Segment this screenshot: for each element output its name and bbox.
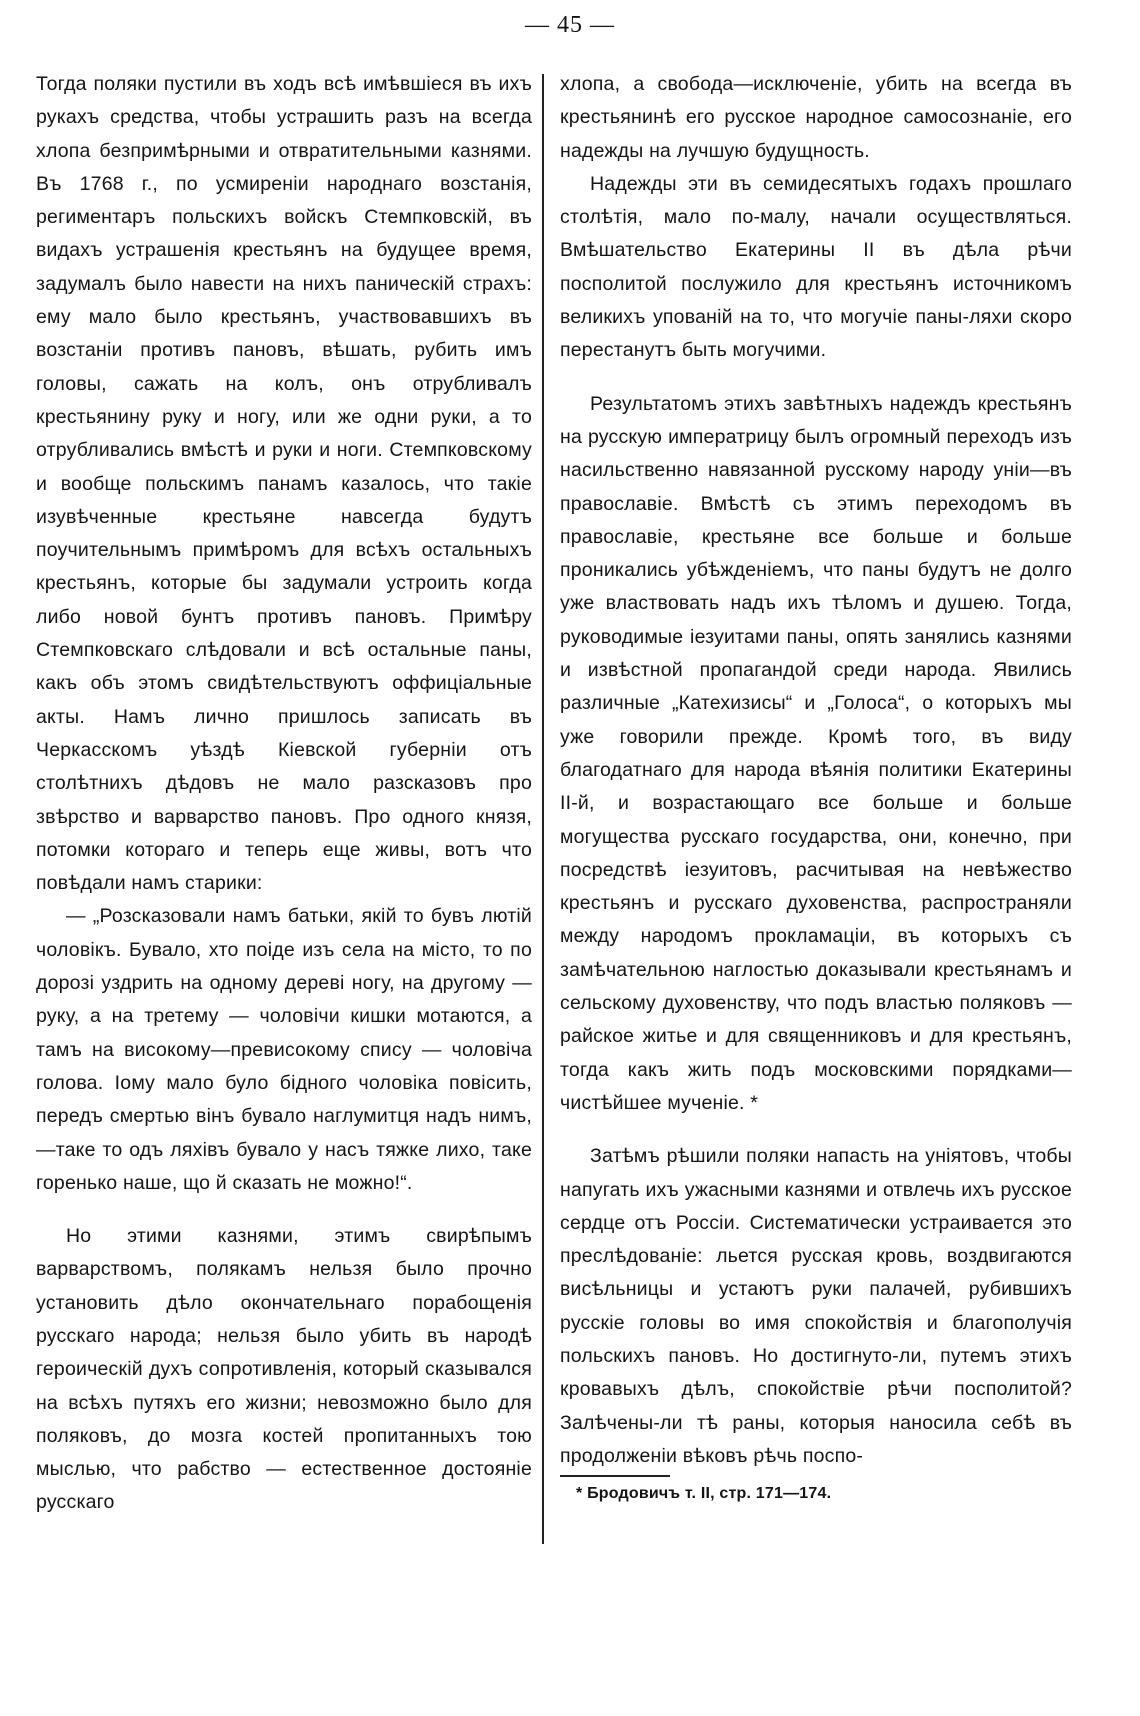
footnote-rule <box>560 1475 670 1477</box>
left-column <box>36 68 532 1520</box>
right-paragraph-3: Результатомъ этихъ завѣтныхъ надеждъ крестьянъ на русскую императрицу былъ огромный переходъ изъ насильственно навязанной русскому народу уніи—въ православіе. Вмѣстѣ съ этимъ переходомъ въ православіе, крестьяне все больше и больше проникались убѣжденіемъ, что паны будутъ не долго уже властвовать надъ ихъ тѣломъ и душею. Тогда, руководимые іезуитами паны, опять занялись казнями и извѣстной пропагандой среди народа. Явились различные „Катехизисы“ и „Голоса“, о которыхъ мы уже говорили прежде. Кромѣ того, въ виду благодатнаго для народа вѣянія политики Екатерины II-й, и возрастающаго все больше и больше могущества русскаго государства, они, конечно, при посредствѣ іезуитовъ, расчитывая на невѣжество крестьянъ и русскаго духовенства, распространяли между народомъ прокламаціи, въ которыхъ съ замѣчательною наглостью доказывали крестьянамъ и сельскому духовенству, что подъ властью поляковъ — райское житье и для священниковъ и для крестьянъ, тогда какъ жить подъ московскими порядками—чистѣйшее мученіе. * <box>560 392 1072 1114</box>
left-paragraph-2: Но этими казнями, этимъ свирѣпымъ варварствомъ, полякамъ нельзя было прочно установить дѣло окончательнаго порабощенія русскаго народа; нельзя было убить въ народѣ героическій духъ сопротивленія, который сказывался на всѣхъ путяхъ его жизни; невозможно было для поляковъ, до мозга костей пропитанныхъ тою мыслью, что рабство — естественное достояніе русскаго <box>36 1225 532 1514</box>
right-column <box>560 68 1072 1507</box>
page-number: — 45 — <box>525 12 615 38</box>
right-paragraph-4: Затѣмъ рѣшили поляки напасть на уніятовъ, чтобы напугать ихъ ужасными казнями и отвлечь ихъ русское сердце отъ Россіи. Систематически устраивается это преслѣдованіе: льется русская кровь, воздвигаются висѣльницы и устаютъ руки палачей, рубившихъ русскіе головы во имя спокойствія и благополучія польскихъ пановъ. Но достигнуто-ли, путемъ этихъ кровавыхъ дѣлъ, спокойствіе рѣчи посполитой? Залѣчены-ли тѣ раны, которыя наносила себѣ въ продолженіи вѣковъ рѣчь поспо- <box>560 1145 1072 1467</box>
right-paragraph-1: хлопа, а свобода—исключеніе, убить на всегда въ крестьянинѣ его русское народное самосознаніе, его надежды на лучшую будущность. <box>560 73 1072 162</box>
column-divider <box>542 74 544 1544</box>
left-paragraph-1: Тогда поляки пустили въ ходъ всѣ имѣвшіеся въ ихъ рукахъ средства, чтобы устрашить разъ на всегда хлопа безпримѣрными и отвратительными казнями. Въ 1768 г., по усмиреніи народнаго возстанія, региментаръ польскихъ войскъ Стемпковскій, въ видахъ устрашенія крестьянъ на будущее время, задумалъ было навести на нихъ паническій страхъ: ему мало было крестьянъ, участвовавшихъ въ возстаніи противъ пановъ, вѣшать, рубить имъ головы, сажать на колъ, онъ отрубливалъ крестьянину руку и ногу, или же одни руки, а то отрубливались вмѣстѣ и руки и ноги. Стемпковскому и вообще польскимъ панамъ казалось, что такіе изувѣченные крестьяне навсегда будутъ поучительнымъ примѣромъ для всѣхъ остальныхъ крестьянъ, которые бы задумали устроить когда либо новой бунтъ противъ пановъ. Примѣру Стемпковскаго слѣдовали и всѣ остальные паны, какъ объ этомъ свидѣтельствуютъ оффиціальные акты. Намъ лично пришлось записать въ Черкасскомъ уѣздѣ Кіевской губерніи отъ столѣтнихъ дѣдовъ не мало разсказовъ про звѣрство и варварство пановъ. Про одного князя, потомки котораго и теперь еще живы, вотъ что повѣдали намъ старики: <box>36 73 532 895</box>
right-paragraph-2: Надежды эти въ семидесятыхъ годахъ прошлаго столѣтія, мало по-малу, начали осуществляться. Вмѣшательство Екатерины II въ дѣла рѣчи посполитой послужило для крестьянъ источникомъ великихъ упованій на то, что могучіе паны-ляхи скоро перестанутъ быть могучими. <box>560 172 1072 362</box>
paragraph-gap <box>560 368 1072 388</box>
paragraph-gap <box>36 1200 532 1220</box>
left-quote: — „Розсказовали намъ батьки, якій то бувъ лютій чоловікъ. Бувало, хто поіде изъ села на місто, то по дорозі уздрить на одному дереві ногу, на другому — руку, а на третему — чоловічи кишки мотаются, а тамъ на високому—превисокому спису — чоловіча голова. Іому мало було бідного чоловіка повісить, передъ смертью вінъ бувало наглумитця надъ нимъ,—таке то одъ ляхівъ бувало у насъ тяжке лихо, таке горенько наше, що й сказать не можно!“. <box>36 905 532 1194</box>
paragraph-gap <box>560 1120 1072 1140</box>
footnote: * Бродовичъ т. II, стр. 171—174. <box>576 1485 832 1503</box>
